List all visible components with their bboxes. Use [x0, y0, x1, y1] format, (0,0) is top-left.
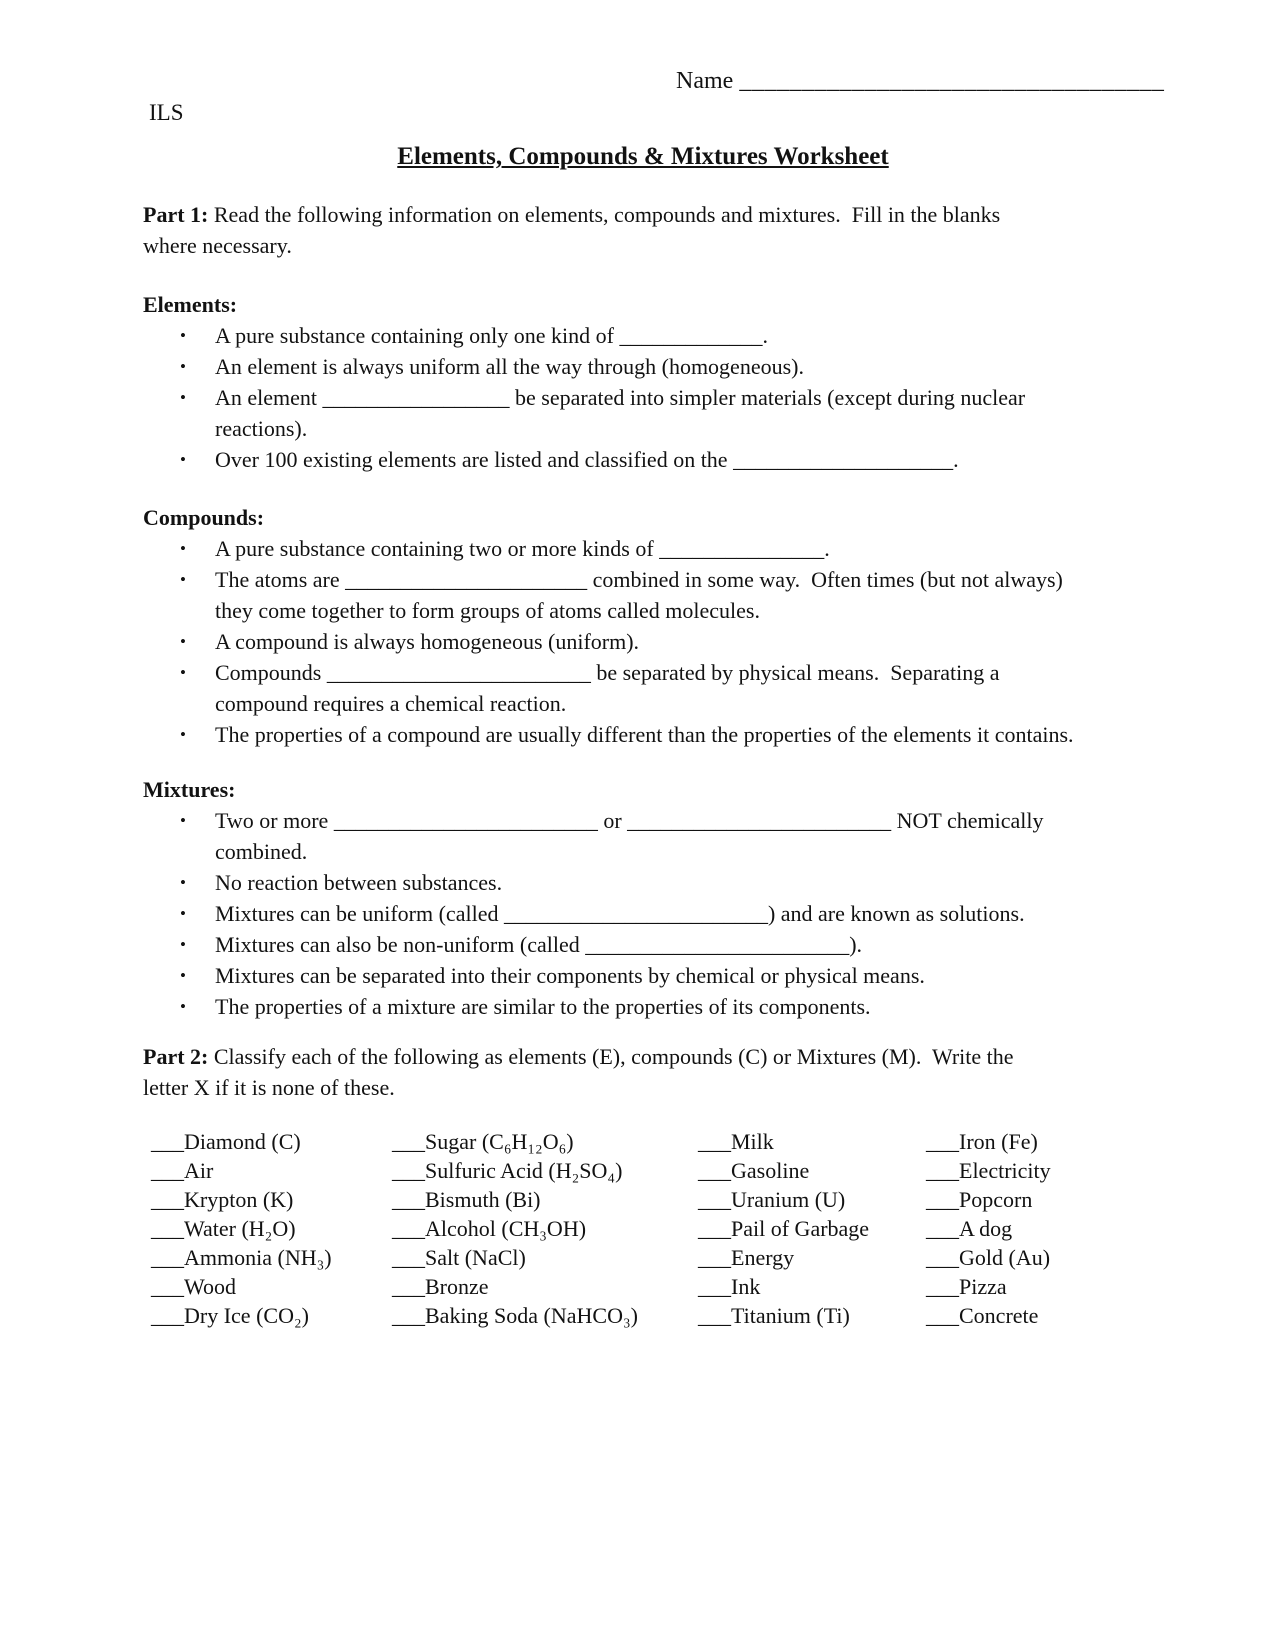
bullet-icon: •	[180, 326, 186, 345]
bullet-item	[180, 444, 1143, 475]
classify-item: ___Milk	[698, 1129, 774, 1154]
classify-item: ___Sulfuric Acid (H₂SO₄)	[392, 1158, 623, 1183]
bullet-text: No reaction between substances.	[215, 870, 503, 895]
course-label: ILS	[149, 100, 184, 125]
bullet-item	[180, 898, 1143, 929]
bullet-icon: •	[180, 966, 186, 985]
bullet-text: Mixtures can be uniform (called ________________________) and are known as solutions.	[215, 901, 1025, 926]
bullet-item	[180, 805, 1143, 867]
bullet-icon: •	[180, 811, 186, 830]
classify-item: ___Bismuth (Bi)	[392, 1187, 541, 1212]
bullet-text: A pure substance containing two or more kinds of _______________.	[215, 536, 830, 561]
bullet-icon: •	[180, 539, 186, 558]
section-heading-elements: Elements:	[143, 292, 238, 317]
part1-intro	[143, 199, 1048, 261]
bullet-icon: •	[180, 873, 186, 892]
classify-item: ___Energy	[698, 1245, 795, 1270]
bullet-text: A pure substance containing only one kind of _____________.	[215, 323, 768, 348]
bullet-text: The properties of a compound are usually different than the properties of the elements it contains.	[215, 722, 1074, 747]
classify-item: ___Uranium (U)	[698, 1187, 846, 1212]
classify-item: ___Ink	[698, 1274, 761, 1299]
bullet-text: Compounds ________________________ be separated by physical means. Separating a compound requires a chemical reaction.	[215, 660, 1006, 716]
mixtures-bullet-list	[143, 805, 1143, 1022]
part1-label: Part 1:	[143, 202, 209, 227]
bullet-icon: •	[180, 935, 186, 954]
classify-table	[151, 1127, 1151, 1330]
part2-intro	[143, 1041, 1048, 1103]
bullet-icon: •	[180, 450, 186, 469]
classify-item: ___Pail of Garbage	[698, 1216, 870, 1241]
bullet-text: The properties of a mixture are similar to the properties of its components.	[215, 994, 871, 1019]
bullet-item	[180, 991, 1143, 1022]
classify-item: ___Popcorn	[926, 1187, 1033, 1212]
section-heading-mixtures: Mixtures:	[143, 777, 236, 802]
bullet-icon: •	[180, 570, 186, 589]
classify-item: ___Titanium (Ti)	[698, 1303, 850, 1328]
classify-item: ___Sugar (C₆H₁₂O₆)	[392, 1129, 574, 1154]
classify-item: ___Iron (Fe)	[926, 1129, 1038, 1154]
bullet-text: The atoms are ______________________ combined in some way. Often times (but not always) they come together to form groups of atoms called molecules.	[215, 567, 1069, 623]
bullet-icon: •	[180, 632, 186, 651]
bullet-item	[180, 351, 1143, 382]
bullet-item	[180, 867, 1143, 898]
bullet-icon: •	[180, 725, 186, 744]
classify-item: ___Salt (NaCl)	[392, 1245, 526, 1270]
classify-item: ___Concrete	[926, 1303, 1039, 1328]
bullet-icon: •	[180, 357, 186, 376]
classify-item: ___Air	[151, 1158, 214, 1183]
bullet-text: Two or more ________________________ or ________________________ NOT chemically combined.	[215, 808, 1049, 864]
classify-item: ___Dry Ice (CO₂)	[151, 1303, 309, 1328]
classify-item: ___Diamond (C)	[151, 1129, 301, 1154]
bullet-text: An element _________________ be separated into simpler materials (except during nuclear reactions).	[215, 385, 1031, 441]
bullet-item	[180, 626, 1143, 657]
bullet-icon: •	[180, 388, 186, 407]
compounds-bullet-list	[143, 533, 1143, 750]
bullet-item	[180, 533, 1143, 564]
classify-item: ___Pizza	[926, 1274, 1007, 1299]
classify-item: ___Gold (Au)	[926, 1245, 1051, 1270]
bullet-text: Mixtures can be separated into their components by chemical or physical means.	[215, 963, 925, 988]
classify-item: ___Krypton (K)	[151, 1187, 294, 1212]
bullet-text: Mixtures can also be non-uniform (called ________________________).	[215, 932, 863, 957]
section-elements	[143, 289, 1143, 475]
classify-item: ___Water (H₂O)	[151, 1216, 296, 1241]
section-mixtures	[143, 774, 1143, 1022]
bullet-icon: •	[180, 997, 186, 1016]
classify-item: ___Gasoline	[698, 1158, 810, 1183]
part2-text: Classify each of the following as elements (E), compounds (C) or Mixtures (M). Write the letter X if it is none of these.	[143, 1044, 1020, 1100]
elements-bullet-list	[143, 320, 1143, 475]
classify-item: ___Bronze	[392, 1274, 489, 1299]
bullet-item	[180, 929, 1143, 960]
classify-item: ___Ammonia (NH₃)	[151, 1245, 332, 1270]
section-heading-compounds: Compounds:	[143, 505, 265, 530]
part2-label: Part 2:	[143, 1044, 209, 1069]
bullet-text: A compound is always homogeneous (uniform).	[215, 629, 640, 654]
classify-item: ___Electricity	[926, 1158, 1051, 1183]
bullet-text: Over 100 existing elements are listed and classified on the ____________________.	[215, 447, 959, 472]
bullet-item	[180, 564, 1143, 626]
classify-item: ___Wood	[151, 1274, 237, 1299]
bullet-item	[180, 657, 1143, 719]
bullet-icon: •	[180, 663, 186, 682]
name-line	[676, 66, 1165, 97]
bullet-text: An element is always uniform all the way through (homogeneous).	[215, 354, 804, 379]
bullet-item	[180, 320, 1143, 351]
classify-item: ___Alcohol (CH₃OH)	[392, 1216, 587, 1241]
name-label: Name	[676, 68, 740, 94]
bullet-item	[180, 960, 1143, 991]
part1-text: Read the following information on elements, compounds and mixtures. Fill in the blanks where necessary.	[143, 202, 1006, 258]
classify-item: ___A dog	[926, 1216, 1013, 1241]
name-blank: __________________________________	[739, 68, 1165, 94]
section-compounds	[143, 502, 1143, 750]
classify-item: ___Baking Soda (NaHCO₃)	[392, 1303, 638, 1328]
page-title: Elements, Compounds & Mixtures Worksheet	[397, 143, 889, 170]
bullet-item	[180, 719, 1143, 750]
bullet-icon: •	[180, 904, 186, 923]
bullet-item	[180, 382, 1143, 444]
